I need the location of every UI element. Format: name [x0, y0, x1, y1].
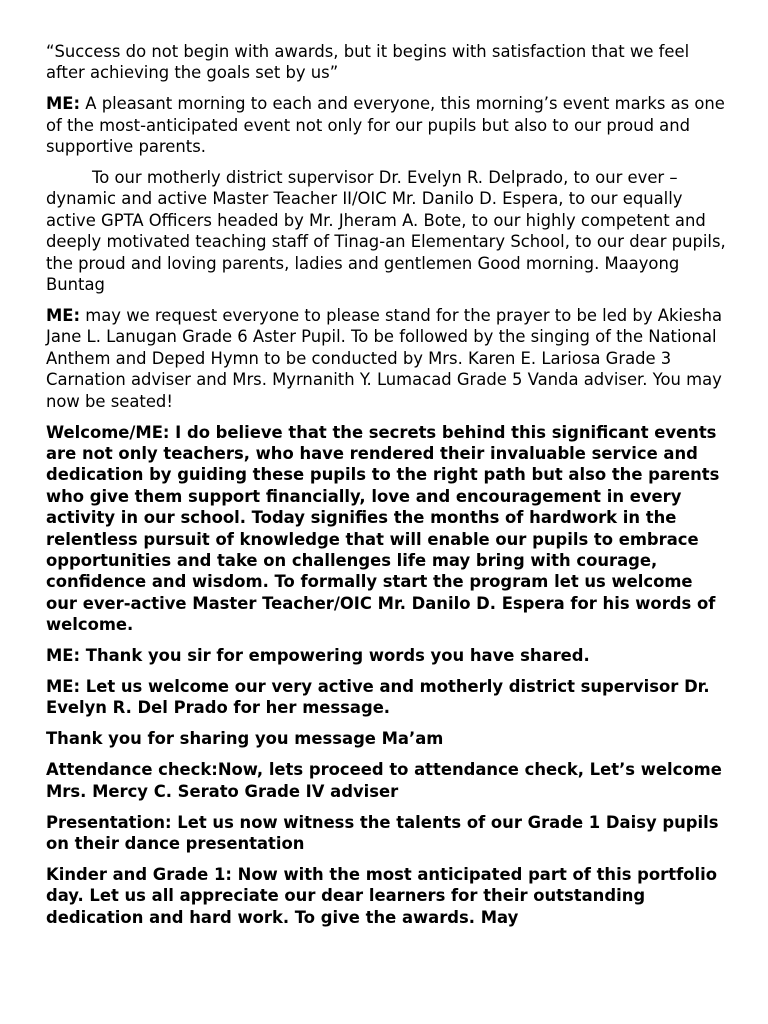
paragraph-attendance-check: Attendance check:Now, lets proceed to attendance check, Let’s welcome Mrs. Mercy C. Serato Grade IV adviser: [46, 760, 722, 801]
document-body: [46, 41, 726, 938]
speaker-label: ME:: [46, 94, 81, 114]
speaker-label: ME:: [46, 305, 81, 325]
paragraph-thank-you-maam: Thank you for sharing you message Ma’am: [46, 729, 444, 749]
paragraph-presentation: Presentation: Let us now witness the talents of our Grade 1 Daisy pupils on their dance presentation: [46, 812, 719, 853]
paragraph-me-prayer: [46, 305, 726, 412]
opening-quote: “Success do not begin with awards, but it begins with satisfaction that we feel after achieving the goals set by us”: [46, 42, 690, 83]
paragraph-text: may we request everyone to please stand for the prayer to be led by Akiesha Jane L. Lanugan Grade 6 Aster Pupil. To be followed by the singing of the National Anthem and Deped Hymn to be conducted by Mrs. Karen E. Lariosa Grade 3 Carnation adviser and Mrs. Myrnanith Y. Lumacad Grade 5 Vanda adviser. You may now be seated!: [46, 305, 723, 411]
paragraph-text: A pleasant morning to each and everyone, this morning’s event marks as one of the most-anticipated event not only for our pupils but also to our proud and supportive parents.: [46, 94, 725, 157]
paragraph-salutation: To our motherly district supervisor Dr. Evelyn R. Delprado, to our ever – dynamic and active Master Teacher II/OIC Mr. Danilo D. Espera, to our equally active GPTA Officers headed by Mr. Jheram A. Bote, to our highly competent and deeply motivated teaching staff of Tinag-an Elementary School, to our dear pupils, the proud and loving parents, ladies and gentlemen Good morning. Maayong Buntag: [46, 168, 726, 295]
paragraph-awards: Kinder and Grade 1: Now with the most anticipated part of this portfolio day. Let us all appreciate our dear learners for their outstanding dedication and hard work. To give the awards. May: [46, 864, 717, 927]
paragraph-thank-you-sir: ME: Thank you sir for empowering words you have shared.: [46, 646, 590, 666]
paragraph-me-greeting: [46, 93, 726, 157]
paragraph-welcome: Welcome/ME: I do believe that the secrets behind this significant events are not only teachers, who have rendered their invaluable service and dedication by guiding these pupils to the right path but also the parents who give them support financially, love and encouragement in every activity in our school. Today signifies the months of hardwork in the relentless pursuit of knowledge that will enable our pupils to embrace opportunities and take on challenges life may bring with courage, confidence and wisdom. To formally start the program let us welcome our ever-active Master Teacher/OIC Mr. Danilo D. Espera for his words of welcome.: [46, 422, 720, 635]
paragraph-supervisor-message: ME: Let us welcome our very active and motherly district supervisor Dr. Evelyn R. Del Prado for her message.: [46, 676, 710, 718]
